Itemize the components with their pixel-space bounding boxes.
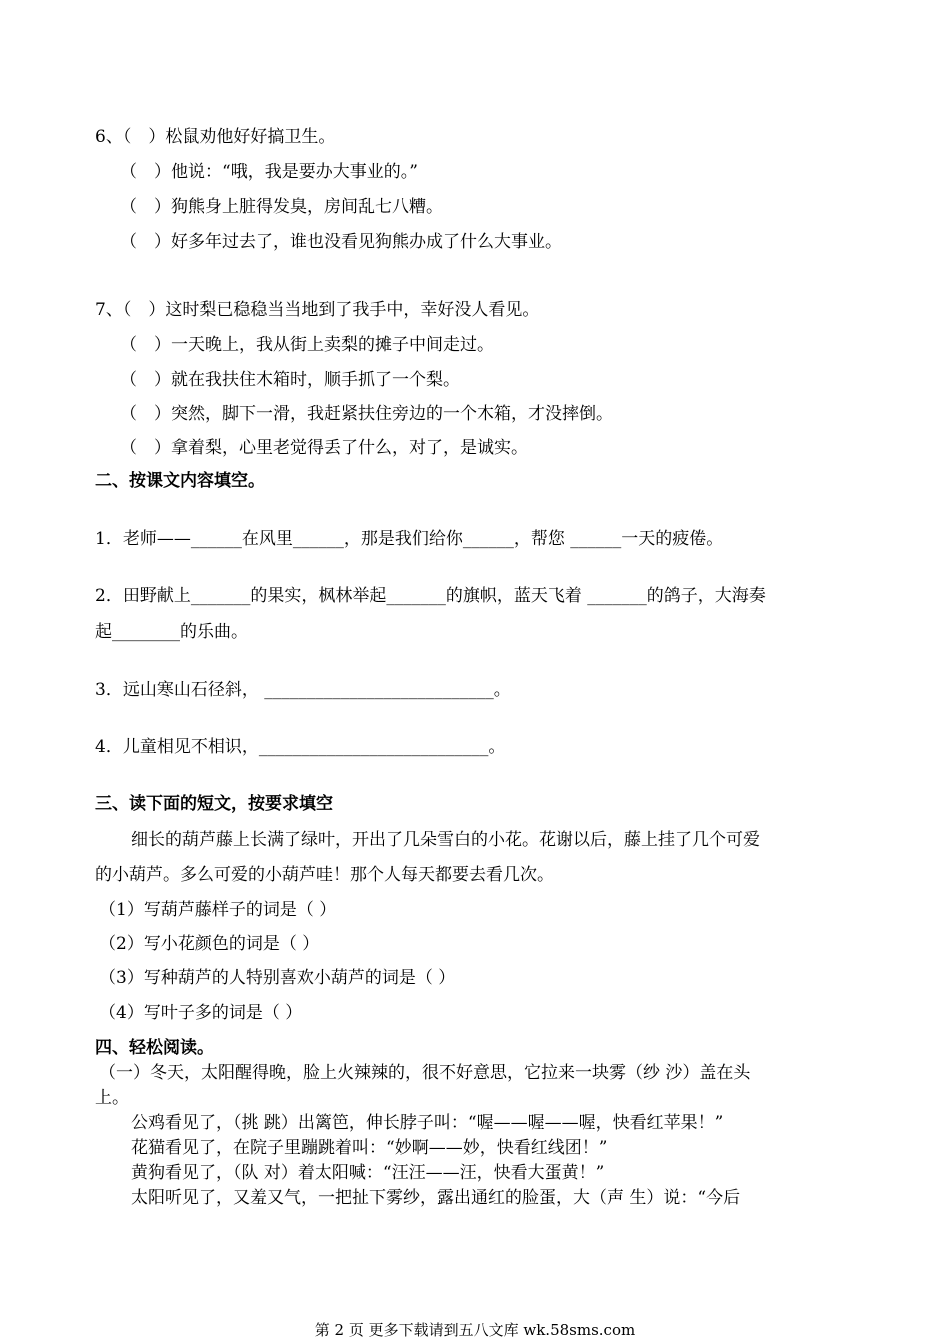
section3-item-3: （3）写种葫芦的人特别喜欢小葫芦的词是（ ） (99, 968, 456, 988)
section2-q4: 4．儿童相见不相识，___________________________。 (95, 737, 506, 757)
section4-heading: 四、轻松阅读。 (95, 1038, 214, 1058)
page-footer: 第 2 页 更多下载请到五八文库 wk.58sms.com (314, 1321, 636, 1339)
q7-item-4: （ ）拿着梨，心里老觉得丢了什么，对了，是诚实。 (120, 438, 528, 458)
section2-heading: 二、按课文内容填空。 (95, 471, 265, 491)
section3-passage-line2: 的小葫芦。多么可爱的小葫芦哇！那个人每天都要去看几次。 (95, 865, 554, 885)
q7-item-2: （ ）就在我扶住木箱时，顺手抓了一个梨。 (120, 370, 460, 390)
section3-item-2: （2）写小花颜色的词是（ ） (99, 934, 320, 954)
section3-heading: 三、读下面的短文，按要求填空 (95, 794, 333, 814)
q7-lead: 7、（ ）这时梨已稳稳当当地到了我手中，幸好没人看见。 (95, 300, 540, 320)
section3-item-4: （4）写叶子多的词是（ ） (99, 1003, 303, 1023)
section2-q2-line1: 2．田野献上_______的果实，枫林举起_______的旗帜，蓝天飞着 _______的鸽子，大海奏 (95, 586, 766, 606)
section4-line-4: 太阳听见了，又羞又气，一把扯下雾纱，露出通红的脸蛋，大（声 生）说：“今后 (131, 1188, 741, 1208)
q6-item-1: （ ）他说：“哦，我是要办大事业的。” (120, 162, 418, 182)
section2-q3: 3．远山寒山石径斜， ___________________________。 (95, 680, 511, 700)
q6-lead: 6、（ ）松鼠劝他好好搞卫生。 (95, 127, 336, 147)
section4-line-2: 花猫看见了，在院子里蹦跳着叫：“妙啊——妙，快看红线团！” (131, 1138, 608, 1158)
section2-q2-line2: 起________的乐曲。 (95, 622, 248, 642)
q7-item-3: （ ）突然，脚下一滑，我赶紧扶住旁边的一个木箱，才没摔倒。 (120, 404, 613, 424)
section2-q1: 1．老师——______在风里______，那是我们给你______，帮您 ______一天的疲倦。 (95, 529, 724, 549)
q6-item-3: （ ）好多年过去了，谁也没看见狗熊办成了什么大事业。 (120, 232, 562, 252)
q7-item-1: （ ）一天晚上，我从街上卖梨的摊子中间走过。 (120, 335, 494, 355)
section3-item-1: （1）写葫芦藤样子的词是（ ） (99, 900, 337, 920)
section4-line-3: 黄狗看见了，（队 对）着太阳喊：“汪汪——汪，快看大蛋黄！” (131, 1163, 605, 1183)
q6-item-2: （ ）狗熊身上脏得发臭，房间乱七八糟。 (120, 197, 443, 217)
section4-intro-line1: （一）冬天，太阳醒得晚，脸上火辣辣的，很不好意思，它拉来一块雾（纱 沙）盖在头 (99, 1063, 751, 1083)
section4-line-1: 公鸡看见了，（挑 跳）出篱笆，伸长脖子叫：“喔——喔——喔，快看红苹果！” (131, 1113, 724, 1133)
section3-passage-line1: 细长的葫芦藤上长满了绿叶，开出了几朵雪白的小花。花谢以后，藤上挂了几个可爱 (131, 830, 760, 850)
section4-intro-line2: 上。 (95, 1088, 129, 1108)
